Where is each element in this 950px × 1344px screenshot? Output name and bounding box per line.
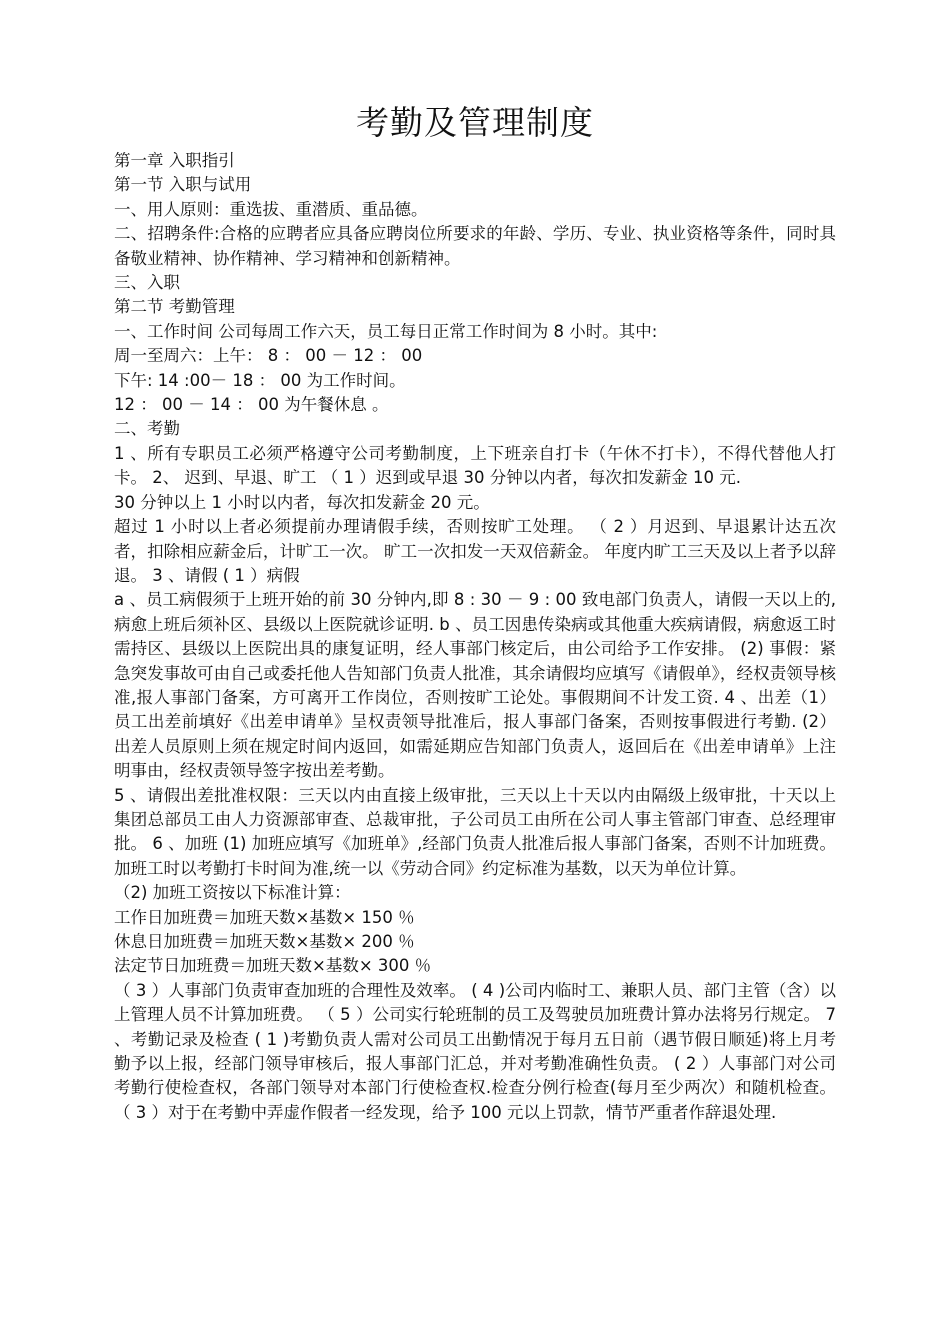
paragraph: （2) 加班工资按以下标准计算：	[114, 883, 351, 903]
paragraph: 周一至周六：上午： 8 ： 00 － 12 ： 00	[114, 346, 423, 366]
paragraph: 二、招聘条件:合格的应聘者应具备应聘岗位所要求的年龄、学历、专业、执业资格等条件，同时具备敬业精神、协作精神、学习精神和创新精神。	[114, 224, 836, 268]
paragraph: （ 3 ）人事部门负责审查加班的合理性及效率。 ( 4 )公司内临时工、兼职人员、部门主管（含）以上管理人员不计算加班费。 （ 5 ）公司实行轮班制的员工及驾驶员加班费计算办法将另行规定。 7 、考勤记录及检查 ( 1 )考勤负责人需对公司员工出勤情况于每月五日前（遇节假日顺延)将上月考勤予以上报，经部门领导审核后，报人事部门汇总，并对考勤准确性负责。 ( 2 ）人事部门对公司考勤行使检查权，各部门领导对本部门行使检查权.检查分例行检查(每月至少两次）和随机检查。 （ 3 ）对于在考勤中弄虚作假者一经发现，给予 100 元以上罚款，情节严重者作辞退处理.	[114, 980, 836, 1122]
section-heading: 第一节 入职与试用	[114, 175, 252, 195]
document-title: 考勤及管理制度	[356, 103, 594, 142]
chapter-heading: 第一章 入职指引	[114, 151, 235, 170]
paragraph: 二、考勤	[114, 419, 180, 439]
section-heading: 第二节 考勤管理	[114, 297, 235, 317]
paragraph: 30 分钟以上 1 小时以内者，每次扣发薪金 20 元。	[114, 492, 490, 512]
paragraph: 一、工作时间 公司每周工作六天，员工每日正常工作时间为 8 小时。其中:	[114, 321, 658, 341]
paragraph: a 、员工病假须于上班开始的前 30 分钟内,即 8 : 30 － 9 : 00 致电部门负责人，请假一天以上的,病愈上班后须补区、县级以上医院就诊证明. b 、员工因患传染病或其他重大疾病请假，病愈返工时需持区、县级以上医院出具的康复证明，经人事部门核定后，由公司给予工作安排。 (2) 事假：紧急突发事故可由自己或委托他人告知部门负责人批准，其余请假均应填写《请假单》，经权责领导核准,报人事部门备案，方可离开工作岗位，否则按旷工论处。事假期间不计发工资. 4 、出差（1） 员工出差前填好《出差申请单》呈权责领导批准后，报人事部门备案，否则按事假进行考勤. (2） 出差人员原则上须在规定时间内返回，如需延期应告知部门负责人，返回后在《出差申请单》上注明事由，经权责领导签字按出差考勤。	[114, 590, 836, 781]
paragraph: 1 、所有专职员工必须严格遵守公司考勤制度，上下班亲自打卡（午休不打卡），不得代替他人打卡。 2、 迟到、早退、旷工 （ 1 ）迟到或早退 30 分钟以内者，每次扣发薪金 10 元.	[114, 443, 836, 488]
paragraph: 法定节日加班费＝加班天数×基数× 300 ％	[114, 956, 432, 976]
paragraph: 一、用人原则：重选拔、重潜质、重品德。	[114, 199, 428, 219]
paragraph: 12 ： 00 － 14 ： 00 为午餐休息 。	[114, 395, 389, 415]
document-body	[114, 149, 836, 1125]
paragraph: 休息日加班费＝加班天数×基数× 200 ％	[114, 932, 415, 951]
paragraph: 5 、请假出差批准权限：三天以内由直接上级审批，三天以上十天以内由隔级上级审批，十天以上集团总部员工由人力资源部审查、总裁审批，子公司员工由所在公司人事主管部门审查、总经理审批。 6 、加班 (1) 加班应填写《加班单》,经部门负责人批准后报人事部门备案，否则不计加班费。加班工时以考勤打卡时间为准,统一以《劳动合同》约定标准为基数，以天为单位计算。	[114, 785, 836, 878]
paragraph: 超过 1 小时以上者必须提前办理请假手续，否则按旷工处理。 （ 2 ）月迟到、早退累计达五次者，扣除相应薪金后，计旷工一次。 旷工一次扣发一天双倍薪金。 年度内旷工三天及以上者予以辞退。 3 、请假 ( 1 ）病假	[114, 517, 836, 585]
paragraph: 工作日加班费＝加班天数×基数× 150 ％	[114, 907, 415, 927]
paragraph: 三、入职	[114, 273, 180, 293]
paragraph: 下午: 14 :00－ 18 ： 00 为工作时间。	[114, 370, 406, 390]
